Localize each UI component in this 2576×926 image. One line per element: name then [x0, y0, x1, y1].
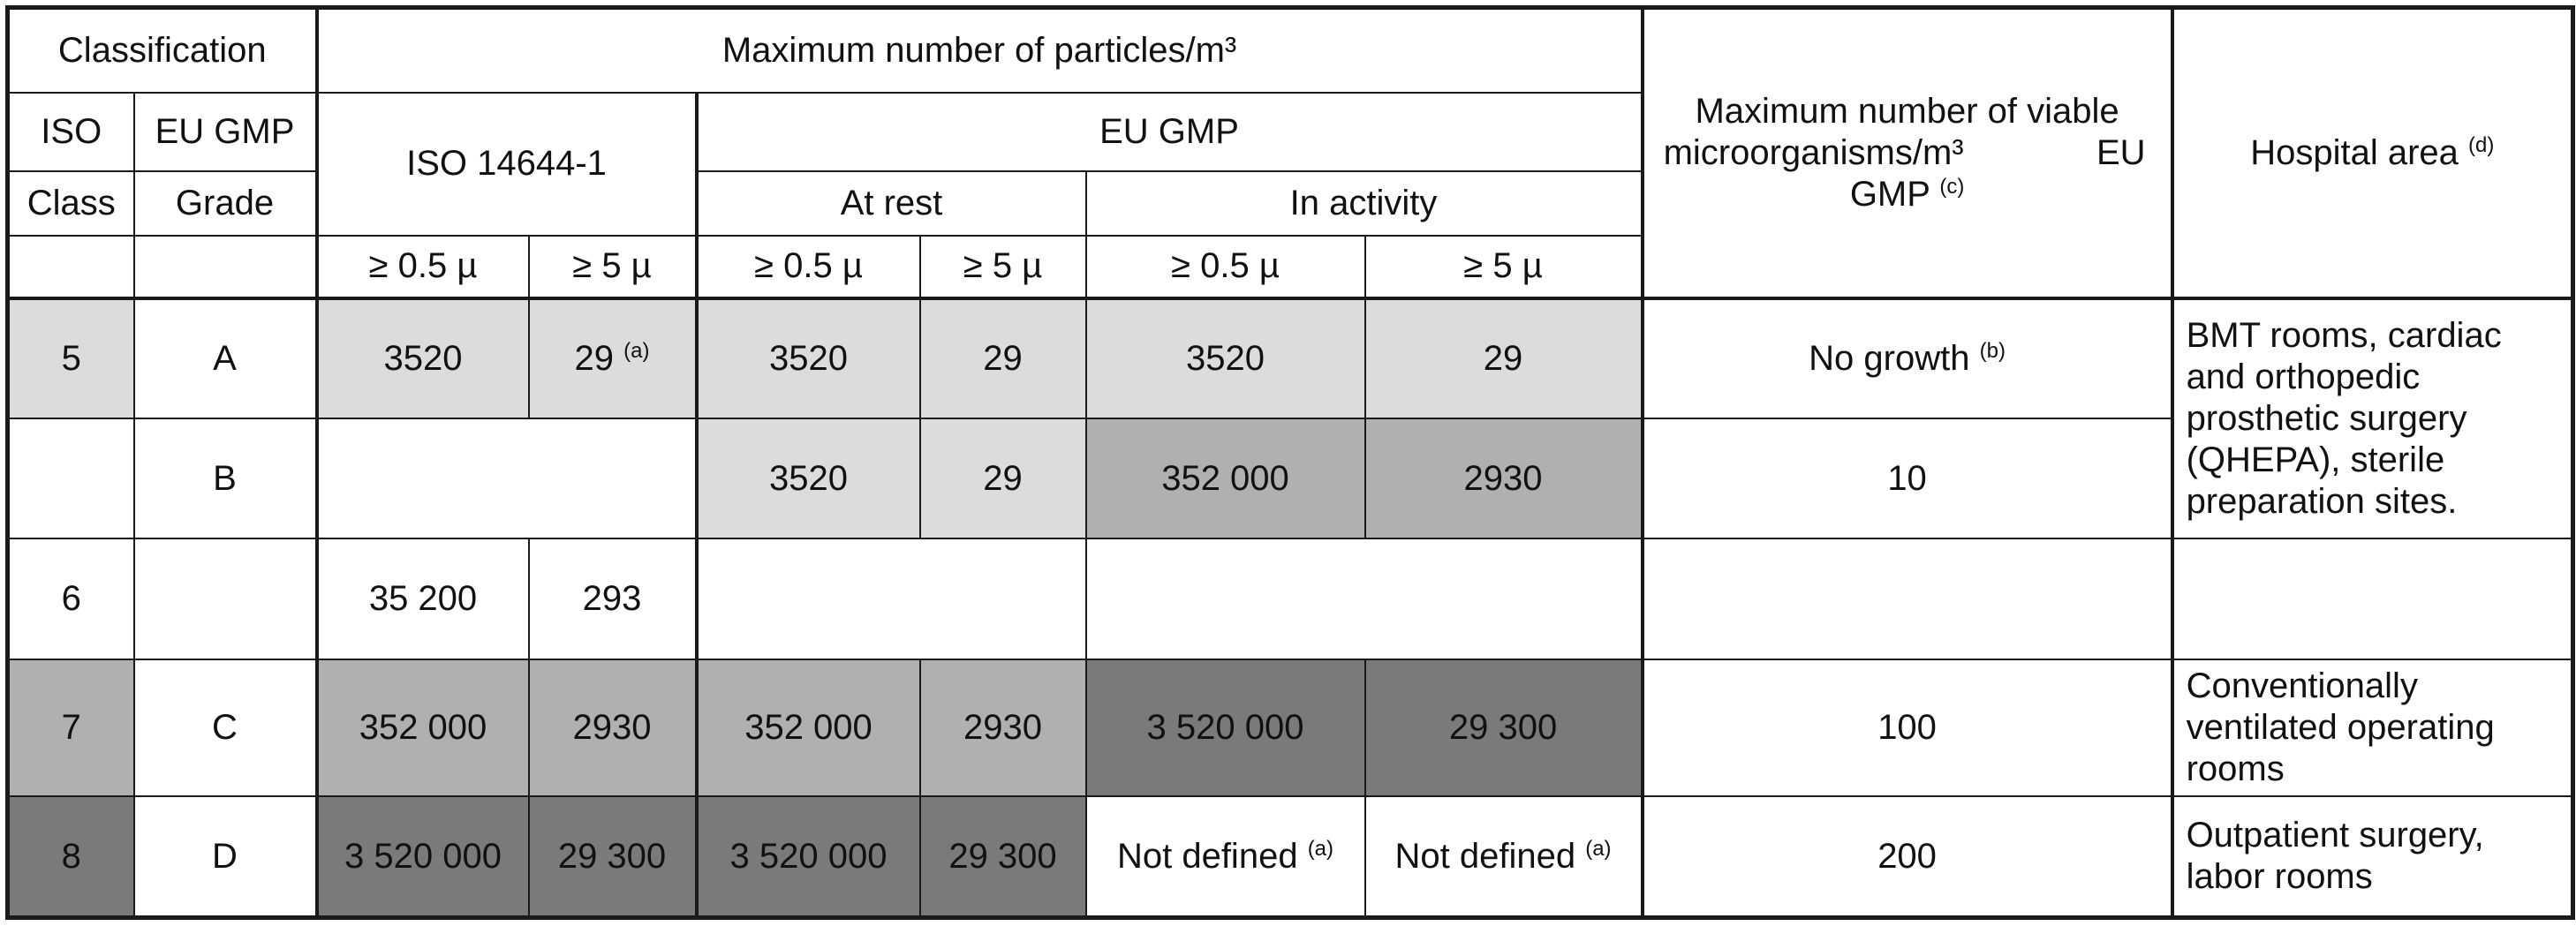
header-grade: Grade — [134, 171, 317, 236]
grade-cell: C — [134, 659, 317, 796]
header-eu-gmp: EU GMP — [134, 93, 317, 171]
header-blank-class — [8, 236, 134, 299]
viable-line-2a: microorganisms/m³ — [1663, 132, 1964, 172]
area-ab-line-3: prosthetic surgery — [2186, 399, 2467, 438]
area-ab-line-2: and orthopedic — [2186, 357, 2421, 396]
act-05-cell — [1086, 796, 1365, 917]
iso-5-cell: 293 — [529, 538, 697, 659]
grade-cell: B — [134, 418, 317, 538]
act-5-footnote: (a) — [1585, 836, 1612, 861]
act-05-value: Not defined — [1116, 836, 1298, 876]
header-hospital-area — [2172, 8, 2573, 299]
grade-cell: A — [134, 298, 317, 418]
viable-value: No growth — [1809, 338, 1970, 378]
rest-05-cell: 352 000 — [697, 659, 920, 796]
iso-class-cell: 5 — [8, 298, 134, 418]
header-iso-size-5: ≥ 5 µ — [529, 236, 697, 299]
act-5-cell: 29 300 — [1365, 659, 1643, 796]
hospital-area-footnote: (d) — [2468, 132, 2495, 157]
iso-05-cell: 3520 — [317, 298, 529, 418]
iso-05-cell: 35 200 — [317, 538, 529, 659]
header-iso-size-05: ≥ 0.5 µ — [317, 236, 529, 299]
iso-5-cell — [529, 298, 697, 418]
act-05-cell: 3520 — [1086, 298, 1365, 418]
area-c-line-3: rooms — [2186, 749, 2285, 789]
classification-table — [5, 5, 2575, 920]
rest-05-cell: 3520 — [697, 418, 920, 538]
iso-class-cell: 8 — [8, 796, 134, 917]
rest-5-cell: 29 — [920, 418, 1086, 538]
header-iso: ISO — [8, 93, 134, 171]
hospital-area-text: Hospital area — [2250, 132, 2459, 172]
header-rest-size-05: ≥ 0.5 µ — [697, 236, 920, 299]
table-row — [8, 796, 2573, 917]
rest-empty-cell — [697, 538, 1086, 659]
iso-5-footnote: (a) — [623, 338, 650, 363]
header-act-size-05: ≥ 0.5 µ — [1086, 236, 1365, 299]
iso-5-cell: 2930 — [529, 659, 697, 796]
area-ab-line-4: (QHEPA), sterile — [2186, 440, 2445, 480]
header-at-rest: At rest — [697, 171, 1086, 236]
area-d-line-2: labor rooms — [2186, 857, 2373, 897]
act-5-value: Not defined — [1394, 836, 1576, 876]
viable-cell: 10 — [1643, 418, 2172, 538]
header-blank-grade — [134, 236, 317, 299]
viable-cell: 100 — [1643, 659, 2172, 796]
iso-05-cell: 352 000 — [317, 659, 529, 796]
hospital-area-d — [2172, 796, 2573, 917]
area-d-line-1: Outpatient surgery, — [2186, 816, 2484, 855]
iso-5-value: 29 — [574, 338, 615, 378]
grade-cell: D — [134, 796, 317, 917]
act-5-cell: 2930 — [1365, 418, 1643, 538]
act-empty-cell — [1086, 538, 1643, 659]
viable-cell: 200 — [1643, 796, 2172, 917]
iso-5-cell: 29 300 — [529, 796, 697, 917]
viable-line-2 — [1650, 132, 2165, 174]
act-5-cell: 29 — [1365, 298, 1643, 418]
act-05-footnote: (a) — [1307, 836, 1334, 861]
rest-05-cell: 3 520 000 — [697, 796, 920, 917]
header-eu-gmp-particles: EU GMP — [697, 93, 1643, 171]
hospital-area-ab — [2172, 298, 2573, 538]
area-c-line-1: Conventionally — [2186, 666, 2418, 706]
area-c-line-2: ventilated operating — [2186, 708, 2495, 748]
table-row — [8, 538, 2573, 659]
viable-line-3-text: GMP — [1849, 175, 1930, 215]
hospital-area-c — [2172, 659, 2573, 796]
viable-footnote: (b) — [1979, 338, 2006, 363]
viable-line-3 — [1650, 174, 2165, 215]
area-ab-line-1: BMT rooms, cardiac — [2186, 315, 2502, 355]
table-row — [8, 298, 2573, 418]
iso-class-cell: 6 — [8, 538, 134, 659]
viable-cell — [1643, 298, 2172, 418]
rest-5-cell: 29 300 — [920, 796, 1086, 917]
header-row-1 — [8, 8, 2573, 94]
viable-cell — [1643, 538, 2172, 659]
header-viable-microorganisms — [1643, 8, 2172, 299]
iso-class-cell: 7 — [8, 659, 134, 796]
rest-5-cell: 2930 — [920, 659, 1086, 796]
header-class: Class — [8, 171, 134, 236]
area-ab-line-5: preparation sites. — [2186, 482, 2458, 522]
iso-empty-cell — [317, 418, 697, 538]
iso-class-cell — [8, 418, 134, 538]
rest-5-cell: 29 — [920, 298, 1086, 418]
header-in-activity: In activity — [1086, 171, 1643, 236]
header-act-size-5: ≥ 5 µ — [1365, 236, 1643, 299]
header-rest-size-5: ≥ 5 µ — [920, 236, 1086, 299]
rest-05-cell: 3520 — [697, 298, 920, 418]
header-max-particles: Maximum number of particles/m³ — [317, 8, 1643, 94]
act-05-cell: 3 520 000 — [1086, 659, 1365, 796]
act-05-cell: 352 000 — [1086, 418, 1365, 538]
header-classification: Classification — [8, 8, 317, 94]
grade-cell — [134, 538, 317, 659]
viable-line-1: Maximum number of viable — [1695, 91, 2119, 131]
iso-05-cell: 3 520 000 — [317, 796, 529, 917]
viable-header-footnote: (c) — [1939, 175, 1965, 200]
act-5-cell — [1365, 796, 1643, 917]
viable-line-2b: EU — [2096, 132, 2146, 172]
table-row — [8, 659, 2573, 796]
header-iso-14644: ISO 14644-1 — [317, 93, 697, 235]
hospital-area-6 — [2172, 538, 2573, 659]
